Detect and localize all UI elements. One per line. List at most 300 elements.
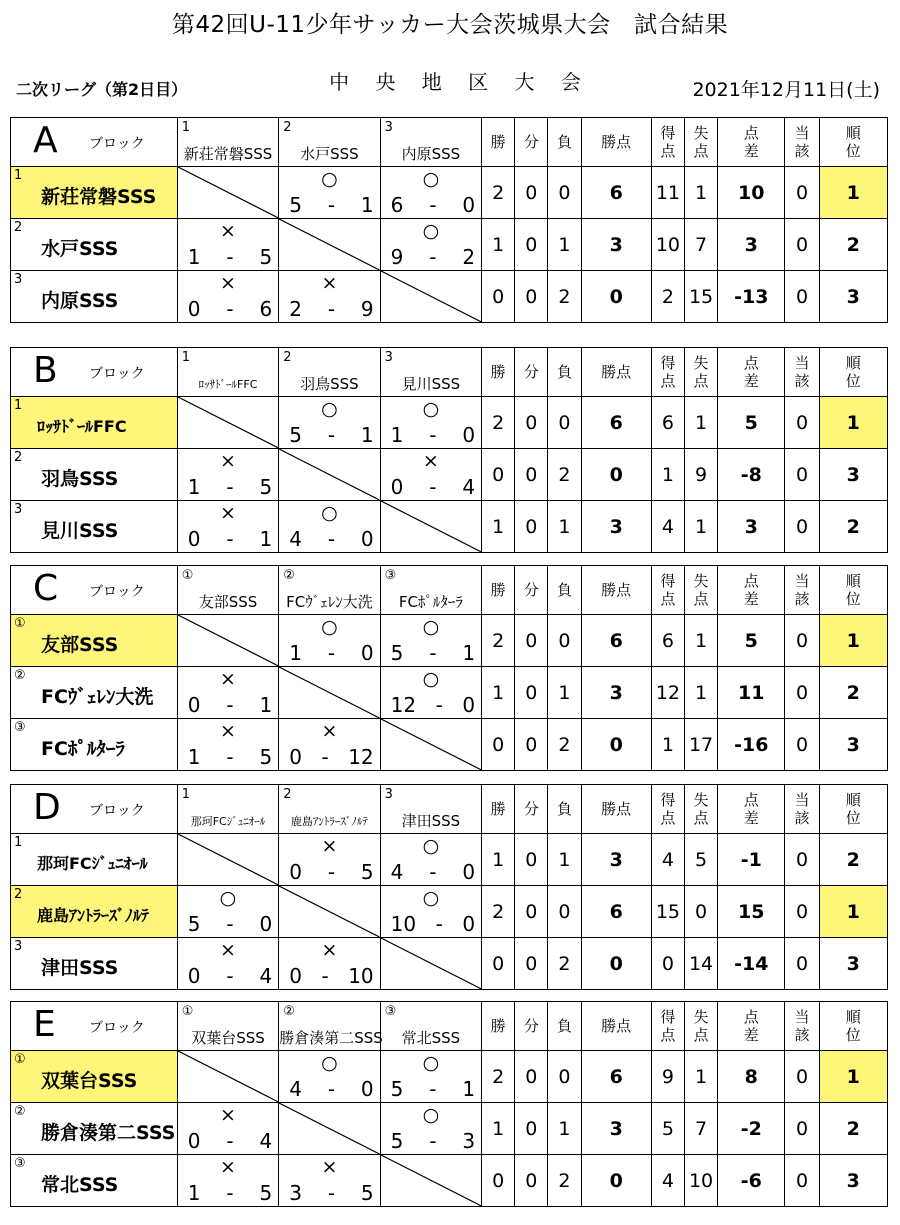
rank-cell — [819, 271, 887, 323]
loss-mark-icon: × — [321, 835, 338, 857]
head-to-head-header — [785, 118, 819, 167]
score-for: 9 — [390, 245, 404, 269]
goals-against-value: 0 — [695, 900, 708, 923]
goal-diff-cell — [718, 1051, 785, 1103]
page-title: 第42回U-11少年サッカー大会茨城県大会 試合結果 — [171, 12, 729, 38]
goals-against-value: 7 — [695, 233, 708, 256]
opponent-number: ② — [283, 568, 295, 583]
block-header-cell — [11, 118, 178, 167]
points-cell — [581, 886, 651, 938]
score-for: 5 — [390, 1077, 404, 1101]
head-to-head-cell — [785, 834, 819, 886]
score-for: 0 — [187, 693, 201, 717]
head-to-head-value: 0 — [795, 411, 809, 434]
win-mark-icon: ○ — [321, 502, 338, 524]
score-against: 9 — [360, 297, 374, 321]
loss-header-text: 負 — [556, 581, 572, 599]
opponent-header — [380, 566, 481, 615]
goals-for-value: 1 — [661, 463, 674, 486]
goals-for-header — [651, 348, 684, 397]
draws-value: 0 — [525, 848, 538, 871]
opponent-header — [177, 118, 278, 167]
losses-value: 0 — [558, 629, 571, 652]
loss-mark-icon: × — [220, 220, 236, 242]
goals-against-header-text: 失 — [693, 1008, 709, 1026]
match-score — [188, 912, 272, 936]
score-for: 0 — [187, 527, 201, 551]
head-to-head-cell — [785, 1051, 819, 1103]
goal-diff-cell — [718, 667, 785, 719]
goals-against-cell — [684, 938, 717, 990]
win-mark-icon: ○ — [422, 1104, 440, 1126]
score-dash: - — [435, 693, 443, 717]
opponent-name: 新荘常磐SSS — [183, 145, 273, 163]
score-against: 0 — [462, 860, 476, 884]
team-name: 勝倉湊第二SSS — [41, 1122, 176, 1144]
goal-diff-value: -13 — [734, 285, 769, 308]
win-header-text: 勝 — [490, 800, 506, 818]
match-score — [289, 527, 373, 551]
block-word: ブロック — [89, 136, 145, 152]
rank-header — [819, 348, 887, 397]
score-for: 0 — [289, 860, 302, 884]
team-name: 友部SSS — [41, 634, 119, 656]
goals-against-cell — [684, 167, 717, 219]
match-score — [188, 1181, 272, 1205]
score-dash: - — [226, 912, 234, 936]
self-match-cell — [279, 667, 380, 719]
goals-for-value: 2 — [661, 285, 674, 308]
score-dash: - — [429, 423, 437, 447]
self-match-cell — [380, 938, 481, 990]
score-against: 6 — [259, 297, 273, 321]
win-header — [482, 785, 515, 834]
rank-value: 2 — [846, 848, 860, 871]
team-name: ﾛｯｻﾄﾞｰﾙFFC — [37, 417, 127, 436]
opponent-name: 双葉台SSS — [191, 1029, 265, 1047]
team-name: 内原SSS — [41, 290, 119, 312]
opponent-number: 2 — [283, 120, 292, 135]
block-header-cell — [11, 1002, 178, 1051]
draw-header-text: 分 — [523, 800, 539, 818]
team-row — [11, 449, 888, 501]
head-to-head-header-text: 当 — [794, 354, 810, 372]
team-cell — [11, 834, 178, 886]
score-for: 10 — [390, 912, 417, 936]
points-value: 3 — [609, 233, 623, 256]
score-for: 5 — [187, 912, 201, 936]
goals-for-value: 10 — [655, 233, 680, 256]
goal-diff-header-text-2: 差 — [743, 590, 759, 608]
rank-header-text: 順 — [845, 572, 861, 590]
goals-for-cell — [651, 938, 684, 990]
team-cell — [11, 449, 178, 501]
opponent-name: FCﾎﾟﾙﾀｰﾗ — [398, 593, 463, 611]
goal-diff-cell — [718, 886, 785, 938]
points-header-text: 勝点 — [601, 1017, 632, 1035]
block-letter: E — [33, 1004, 56, 1045]
match-score — [391, 912, 475, 936]
score-dash: - — [327, 423, 336, 447]
wins-cell — [482, 615, 515, 667]
score-against: 0 — [360, 1077, 374, 1101]
goals-for-cell — [651, 667, 684, 719]
win-mark-icon: ○ — [321, 398, 338, 420]
team-row — [11, 938, 888, 990]
losses-cell — [548, 1051, 581, 1103]
match-score — [391, 1129, 475, 1153]
goals-against-cell — [684, 667, 717, 719]
points-cell — [581, 667, 651, 719]
draws-value: 0 — [525, 900, 538, 923]
goals-for-header-text: 得 — [660, 354, 676, 372]
goals-for-header-text-2: 点 — [660, 372, 676, 390]
goals-for-value: 4 — [661, 515, 674, 538]
head-to-head-header — [785, 1002, 819, 1051]
block-word: ブロック — [89, 1020, 145, 1036]
team-row — [11, 615, 888, 667]
match-result-cell — [177, 271, 278, 323]
score-for: 4 — [390, 860, 404, 884]
wins-value: 0 — [492, 1169, 505, 1192]
loss-header-text: 負 — [556, 133, 572, 151]
points-cell — [581, 834, 651, 886]
points-cell — [581, 1155, 651, 1207]
self-match-cell — [177, 1051, 278, 1103]
head-to-head-cell — [785, 449, 819, 501]
goals-for-cell — [651, 167, 684, 219]
draws-cell — [515, 501, 548, 553]
match-result-cell — [380, 397, 481, 449]
rank-cell — [819, 1155, 887, 1207]
team-cell — [11, 271, 178, 323]
goal-diff-cell — [718, 449, 785, 501]
losses-cell — [548, 219, 581, 271]
score-dash: - — [321, 964, 329, 988]
head-to-head-value: 0 — [795, 1065, 809, 1088]
goal-diff-cell — [718, 834, 785, 886]
points-cell — [581, 449, 651, 501]
score-for: 6 — [390, 193, 404, 217]
match-result-cell — [279, 1155, 380, 1207]
points-header — [581, 118, 651, 167]
team-row — [11, 1103, 888, 1155]
rank-cell — [819, 219, 887, 271]
goals-against-value: 10 — [688, 1169, 714, 1192]
goals-against-header — [684, 118, 717, 167]
goal-diff-cell — [718, 1103, 785, 1155]
goal-diff-header-text: 点 — [743, 1008, 759, 1026]
head-to-head-value: 0 — [795, 952, 809, 975]
score-against: 0 — [360, 527, 374, 551]
diagonal-line — [381, 1155, 481, 1206]
goals-against-header — [684, 1002, 717, 1051]
opponent-number: 2 — [283, 787, 292, 802]
loss-header — [548, 1002, 581, 1051]
match-result-cell — [380, 1103, 481, 1155]
rank-cell — [819, 1051, 887, 1103]
team-name: FCﾎﾟﾙﾀｰﾗ — [41, 738, 125, 760]
win-mark-icon: ○ — [422, 835, 440, 857]
goal-diff-cell — [718, 219, 785, 271]
team-number: 3 — [14, 272, 23, 287]
points-cell — [581, 219, 651, 271]
draws-cell — [515, 167, 548, 219]
goals-against-header — [684, 566, 717, 615]
losses-cell — [548, 167, 581, 219]
rank-value: 1 — [846, 629, 860, 652]
rank-value: 1 — [846, 411, 860, 434]
goals-against-value: 1 — [695, 515, 708, 538]
diagonal-line — [178, 167, 278, 218]
score-dash: - — [429, 245, 437, 269]
score-against: 1 — [360, 423, 374, 447]
wins-value: 2 — [492, 411, 505, 434]
loss-mark-icon: × — [321, 272, 338, 294]
rank-value: 1 — [846, 1065, 860, 1088]
goals-against-header-text-2: 点 — [693, 1026, 709, 1044]
goal-diff-header-text-2: 差 — [743, 809, 759, 827]
opponent-name: 内原SSS — [401, 145, 461, 163]
wins-cell — [482, 167, 515, 219]
score-against: 0 — [462, 193, 476, 217]
points-header-text: 勝点 — [601, 581, 632, 599]
score-against: 5 — [259, 475, 273, 499]
points-value: 3 — [609, 1117, 623, 1140]
diagonal-line — [279, 219, 379, 270]
score-for: 1 — [187, 475, 201, 499]
score-for: 0 — [289, 964, 302, 988]
head-to-head-header — [785, 348, 819, 397]
win-mark-icon: ○ — [422, 398, 440, 420]
score-against: 1 — [259, 527, 273, 551]
draws-value: 0 — [525, 629, 538, 652]
match-result-cell — [177, 667, 278, 719]
points-cell — [581, 397, 651, 449]
match-score — [391, 1077, 475, 1101]
goal-diff-cell — [718, 938, 785, 990]
match-result-cell — [279, 938, 380, 990]
losses-cell — [548, 397, 581, 449]
points-value: 3 — [609, 515, 623, 538]
score-against: 5 — [360, 1181, 374, 1205]
goals-against-header — [684, 348, 717, 397]
score-against: 12 — [348, 745, 374, 769]
points-header-text: 勝点 — [601, 133, 632, 151]
points-value: 0 — [609, 285, 623, 308]
points-value: 6 — [609, 181, 623, 204]
score-for: 5 — [289, 423, 302, 447]
rank-header-text: 順 — [845, 1008, 861, 1026]
draw-header-text: 分 — [523, 1017, 539, 1035]
score-against: 0 — [259, 912, 273, 936]
win-header — [482, 1002, 515, 1051]
opponent-header — [380, 348, 481, 397]
team-name: FCｳﾞｪﾚﾝ大洗 — [41, 686, 154, 708]
team-cell — [11, 219, 178, 271]
goals-against-header-text: 失 — [693, 124, 709, 142]
goals-against-value: 1 — [695, 629, 708, 652]
goals-against-header-text: 失 — [693, 572, 709, 590]
team-number: ② — [14, 668, 26, 683]
goals-for-header — [651, 118, 684, 167]
goals-against-value: 1 — [695, 681, 708, 704]
score-for: 3 — [289, 1181, 302, 1205]
team-cell — [11, 397, 178, 449]
rank-value: 3 — [846, 733, 860, 756]
score-dash: - — [327, 297, 336, 321]
team-number: 2 — [14, 220, 23, 235]
draws-value: 0 — [525, 1117, 538, 1140]
goals-against-value: 7 — [695, 1117, 708, 1140]
match-result-cell — [380, 615, 481, 667]
goals-for-header-text: 得 — [660, 791, 676, 809]
self-match-cell — [177, 615, 278, 667]
match-result-cell — [177, 501, 278, 553]
score-for: 4 — [289, 527, 302, 551]
team-number: 1 — [14, 168, 23, 183]
goals-against-header-text: 失 — [693, 791, 709, 809]
head-to-head-value: 0 — [795, 463, 809, 486]
match-result-cell — [279, 501, 380, 553]
match-score — [391, 860, 475, 884]
match-score — [391, 475, 475, 499]
losses-value: 1 — [558, 681, 571, 704]
win-mark-icon: ○ — [321, 616, 338, 638]
score-for: 0 — [187, 1129, 201, 1153]
rank-header — [819, 118, 887, 167]
rank-header — [819, 1002, 887, 1051]
losses-value: 2 — [558, 1169, 571, 1192]
self-match-cell — [177, 167, 278, 219]
opponent-name: 羽鳥SSS — [300, 375, 359, 393]
team-row — [11, 1155, 888, 1207]
head-to-head-cell — [785, 719, 819, 771]
points-value: 6 — [609, 411, 623, 434]
goal-diff-cell — [718, 501, 785, 553]
score-dash: - — [226, 693, 234, 717]
score-for: 1 — [390, 423, 404, 447]
goal-diff-header-text: 点 — [743, 354, 759, 372]
diagonal-line — [381, 719, 481, 770]
losses-value: 2 — [558, 463, 571, 486]
score-against: 5 — [360, 860, 374, 884]
win-mark-icon: ○ — [422, 887, 440, 909]
goals-for-cell — [651, 271, 684, 323]
block-header-cell — [11, 348, 178, 397]
goals-against-value: 9 — [695, 463, 708, 486]
match-result-cell — [380, 1051, 481, 1103]
opponent-number: 3 — [384, 787, 393, 802]
score-against: 3 — [462, 1129, 476, 1153]
wins-value: 2 — [492, 1065, 505, 1088]
rank-header-text: 順 — [845, 354, 861, 372]
score-for: 0 — [187, 964, 201, 988]
block-b — [10, 347, 888, 553]
goals-for-cell — [651, 615, 684, 667]
goals-against-cell — [684, 449, 717, 501]
points-header-text: 勝点 — [601, 363, 632, 381]
head-to-head-value: 0 — [795, 515, 809, 538]
opponent-header — [177, 348, 278, 397]
loss-mark-icon: × — [321, 939, 338, 961]
losses-cell — [548, 1103, 581, 1155]
rank-cell — [819, 1103, 887, 1155]
goals-against-cell — [684, 501, 717, 553]
goals-against-value: 1 — [695, 411, 708, 434]
rank-header-text-2: 位 — [845, 372, 861, 390]
goals-against-value: 14 — [688, 952, 714, 975]
block-letter: D — [33, 787, 61, 828]
wins-cell — [482, 1103, 515, 1155]
rank-value: 1 — [846, 900, 860, 923]
score-for: 1 — [187, 745, 201, 769]
loss-header — [548, 348, 581, 397]
loss-mark-icon: × — [220, 1156, 236, 1178]
win-header-text: 勝 — [490, 581, 506, 599]
score-against: 5 — [259, 245, 273, 269]
score-dash: - — [226, 527, 234, 551]
points-header-text: 勝点 — [601, 800, 632, 818]
wins-value: 0 — [492, 952, 505, 975]
head-to-head-cell — [785, 1155, 819, 1207]
score-for: 5 — [390, 641, 404, 665]
team-name: 新荘常磐SSS — [41, 186, 157, 208]
team-row — [11, 1051, 888, 1103]
score-against: 5 — [259, 745, 273, 769]
match-result-cell — [177, 449, 278, 501]
goal-diff-value: 5 — [744, 411, 758, 434]
head-to-head-header-text-2: 該 — [794, 809, 810, 827]
draws-cell — [515, 397, 548, 449]
opponent-number: ① — [181, 568, 194, 583]
loss-header — [548, 566, 581, 615]
score-dash: - — [226, 475, 234, 499]
score-dash: - — [226, 1129, 234, 1153]
score-dash: - — [321, 745, 329, 769]
score-dash: - — [327, 860, 336, 884]
goal-diff-cell — [718, 271, 785, 323]
head-to-head-value: 0 — [795, 681, 809, 704]
win-header — [482, 118, 515, 167]
wins-cell — [482, 1051, 515, 1103]
match-score — [289, 423, 373, 447]
match-score — [188, 527, 272, 551]
points-cell — [581, 938, 651, 990]
goal-diff-header-text: 点 — [743, 124, 759, 142]
team-row — [11, 886, 888, 938]
draws-value: 0 — [525, 1065, 538, 1088]
wins-value: 1 — [492, 515, 505, 538]
goals-for-cell — [651, 719, 684, 771]
goals-for-header-text-2: 点 — [660, 590, 676, 608]
goals-for-value: 5 — [661, 1117, 674, 1140]
losses-cell — [548, 271, 581, 323]
match-score — [188, 693, 272, 717]
match-score — [289, 745, 373, 769]
team-name: 常北SSS — [41, 1174, 119, 1196]
diagonal-line — [178, 615, 278, 666]
points-header — [581, 785, 651, 834]
score-dash: - — [429, 193, 437, 217]
loss-header-text: 負 — [556, 363, 572, 381]
team-cell — [11, 615, 178, 667]
loss-mark-icon: × — [220, 502, 236, 524]
league-table — [10, 784, 888, 990]
match-result-cell — [177, 719, 278, 771]
block-letter: C — [33, 568, 59, 609]
points-cell — [581, 1103, 651, 1155]
